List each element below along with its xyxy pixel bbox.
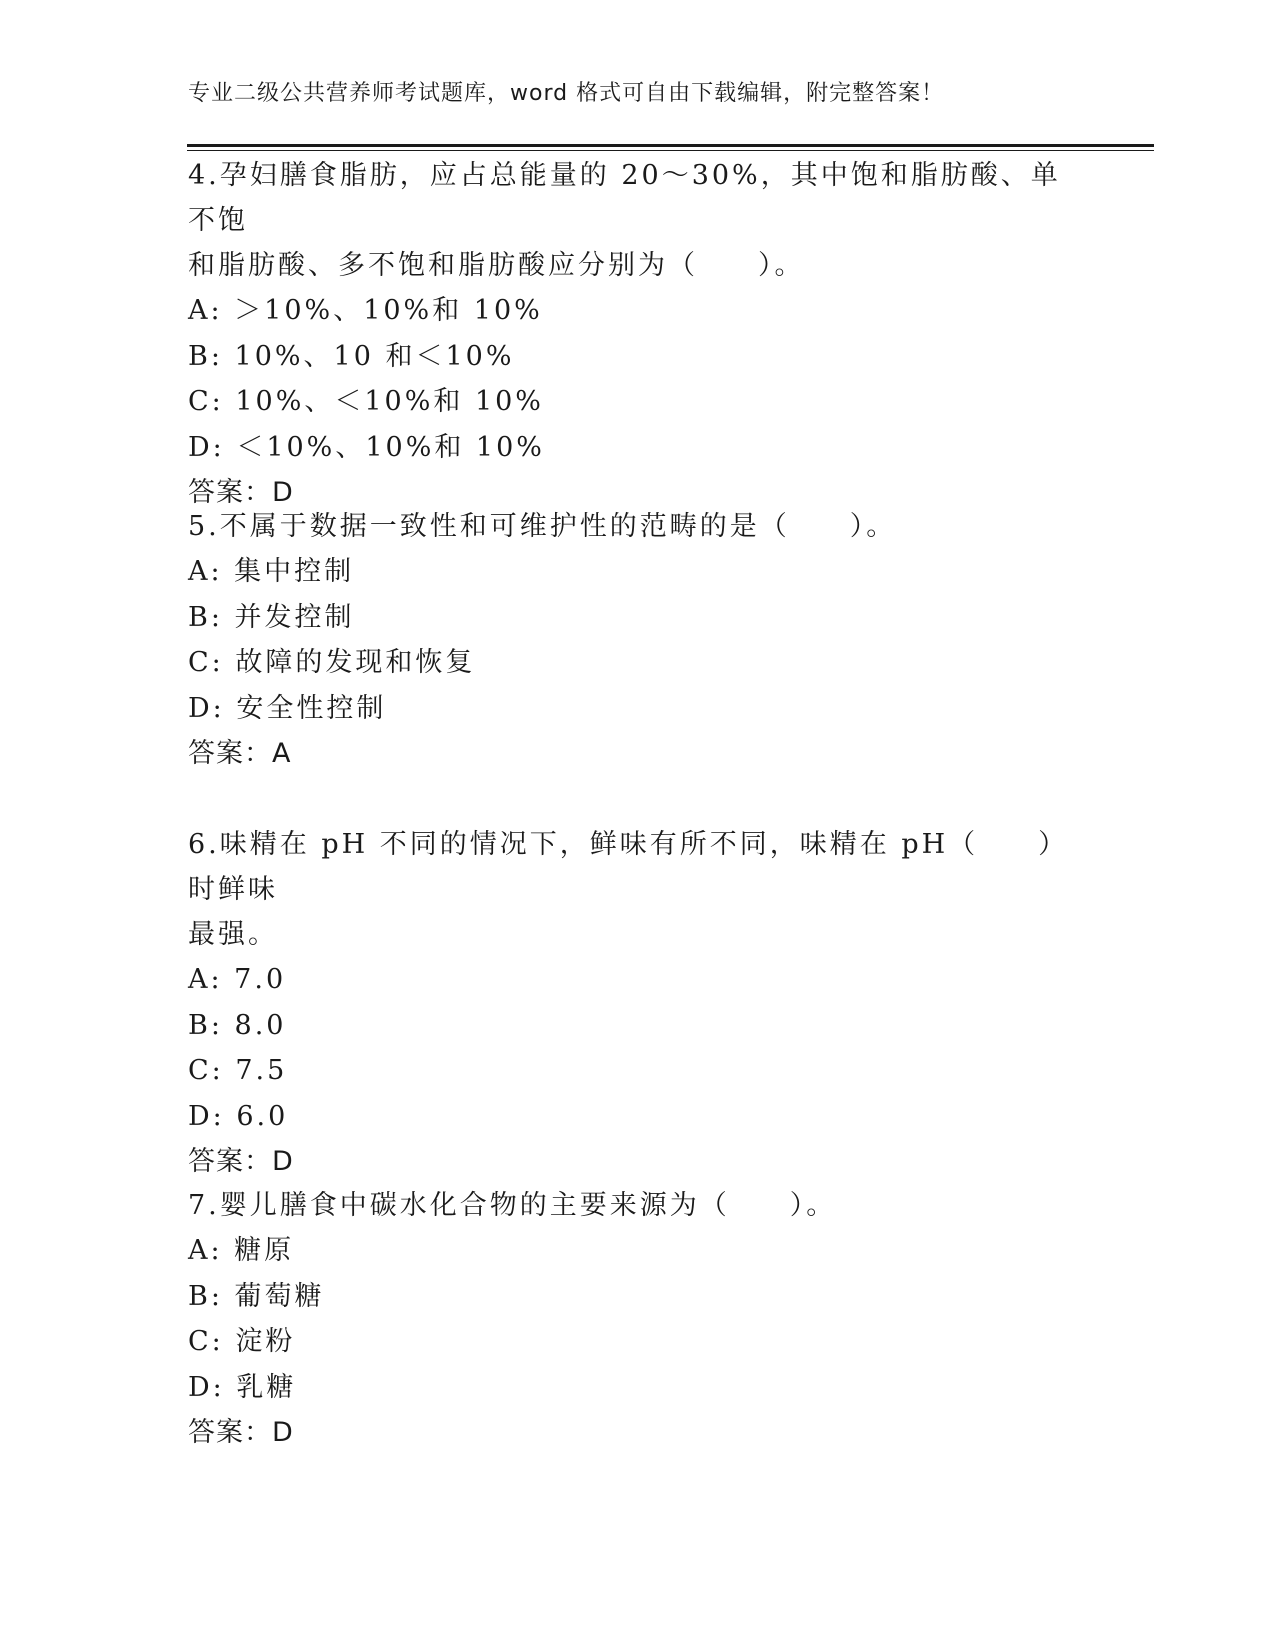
option-d: D: 安全性控制 [188, 692, 387, 724]
option-c: C: 故障的发现和恢复 [188, 647, 476, 678]
answer-line: 答案：D [188, 1417, 294, 1448]
page-header: 专业二级公共营养师考试题库，word 格式可自由下载编辑，附完整答案！ [188, 81, 945, 106]
option-c: C: 10%、＜10%和 10% [188, 386, 544, 417]
question-stem-line: 5.不属于数据一致性和可维护性的范畴的是（ ）。 [188, 511, 897, 542]
option-d: D: 乳糖 [188, 1371, 297, 1403]
question-5 [188, 504, 1088, 777]
option-b: B: 并发控制 [188, 601, 355, 633]
option-a: A: 集中控制 [188, 556, 355, 587]
option-a: A: ＞10%、10%和 10% [188, 295, 543, 326]
question-stem-line: 4.孕妇膳食脂肪，应占总能量的 20～30%，其中饱和脂肪酸、单不饱 [188, 160, 1061, 236]
option-c: C: 7.5 [188, 1055, 288, 1086]
answer-line: 答案：D [188, 1146, 294, 1177]
option-b: B: 8.0 [188, 1009, 287, 1041]
header-divider-thick [187, 144, 1154, 147]
option-d: D: ＜10%、10%和 10% [188, 431, 545, 463]
header-divider-thin [187, 150, 1154, 151]
option-c: C: 淀粉 [188, 1326, 296, 1357]
option-d: D: 6.0 [188, 1100, 289, 1132]
question-stem-line: 6.味精在 pH 不同的情况下，鲜味有所不同，味精在 pH（ ）时鲜味 [188, 829, 1069, 905]
answer-line: 答案：D [188, 477, 294, 508]
question-stem-line: 最强。 [188, 919, 278, 950]
question-4 [188, 153, 1088, 516]
question-stem-line: 和脂肪酸、多不饱和脂肪酸应分别为（ ）。 [188, 250, 805, 281]
option-a: A: 糖原 [188, 1235, 295, 1266]
option-a: A: 7.0 [188, 964, 287, 995]
option-b: B: 10%、10 和＜10% [188, 340, 515, 372]
question-6 [188, 822, 1088, 1185]
answer-line: 答案：A [188, 738, 292, 769]
question-stem-line: 7.婴儿膳食中碳水化合物的主要来源为（ ）。 [188, 1190, 837, 1221]
question-7 [188, 1183, 1088, 1456]
option-b: B: 葡萄糖 [188, 1280, 325, 1312]
